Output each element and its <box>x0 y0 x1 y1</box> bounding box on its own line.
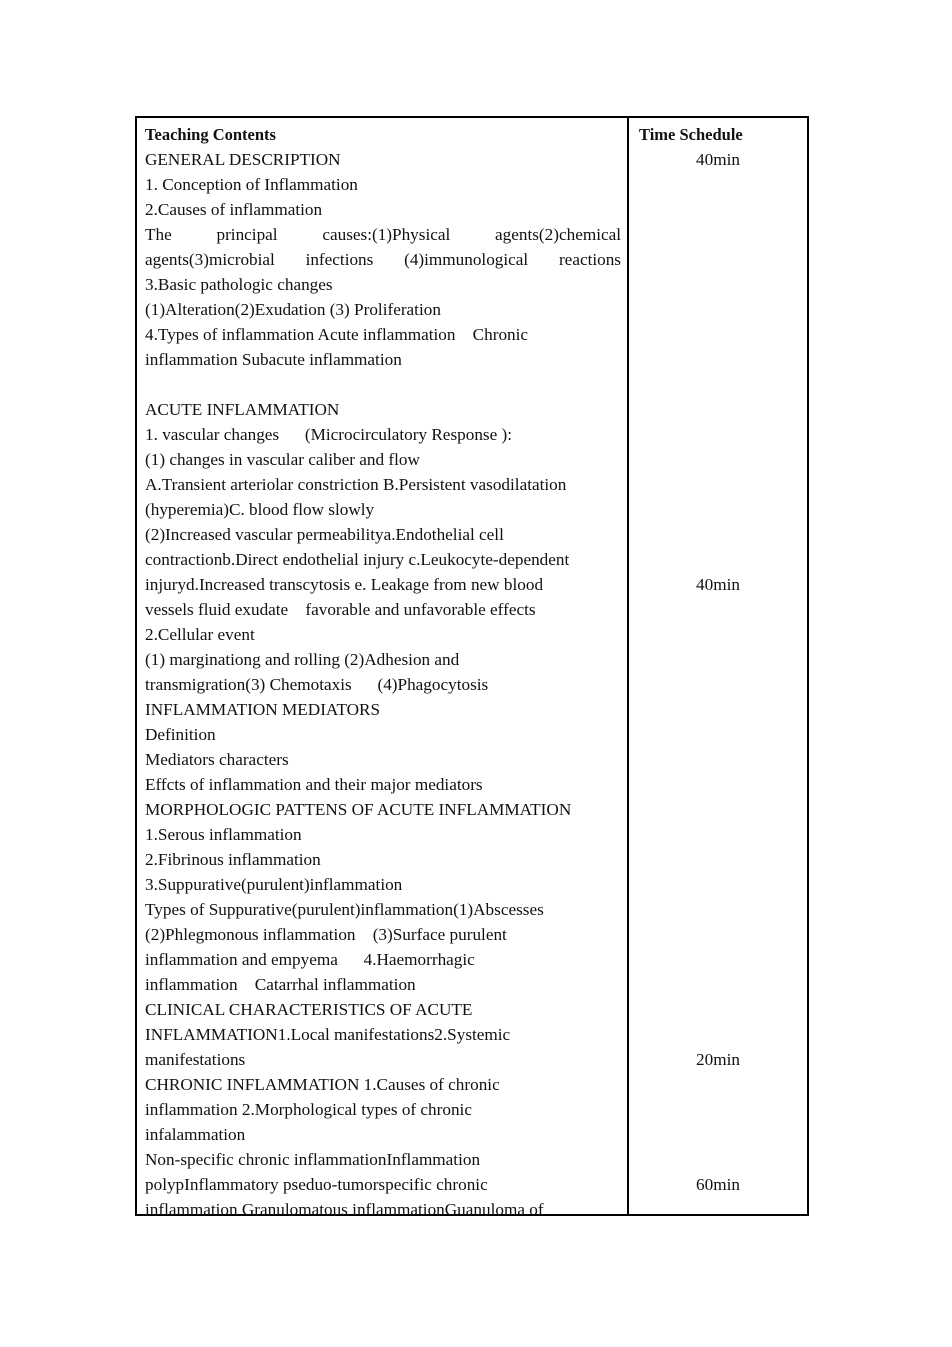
content-line: MORPHOLOGIC PATTENS OF ACUTE INFLAMMATION <box>145 800 572 819</box>
content-line: agents(3)microbial infections (4)immunological reactions <box>145 250 621 269</box>
content-line: inflammation Catarrhal inflammation <box>145 975 416 994</box>
content-line: (hyperemia)C. blood flow slowly <box>145 500 375 519</box>
content-line: A.Transient arteriolar constriction B.Persistent vasodilatation <box>145 475 567 494</box>
content-line: (1) marginationg and rolling (2)Adhesion and <box>145 650 460 669</box>
content-line: Mediators characters <box>145 750 289 769</box>
time-value: 60min <box>696 1175 740 1194</box>
content-line: 1.Serous inflammation <box>145 825 302 844</box>
time-value: 40min <box>696 575 740 594</box>
content-line: (2)Phlegmonous inflammation (3)Surface purulent <box>145 925 507 944</box>
content-line: 3.Basic pathologic changes <box>145 275 333 294</box>
content-line: ACUTE INFLAMMATION <box>145 400 340 419</box>
content-line: 2.Cellular event <box>145 625 255 644</box>
content-line: inflammation Granulomatous inflammationGuanuloma of <box>145 1200 544 1219</box>
teaching-contents-column <box>137 118 629 1219</box>
content-line: 3.Suppurative(purulent)inflammation <box>145 875 403 894</box>
content-line: Definition <box>145 725 216 744</box>
content-line: (1)Alteration(2)Exudation (3) Proliferation <box>145 300 441 319</box>
time-schedule-header: Time Schedule <box>639 125 743 144</box>
content-line: polypInflammatory pseduo-tumorspecific chronic <box>145 1175 488 1194</box>
content-line: (2)Increased vascular permeabilitya.Endothelial cell <box>145 525 504 544</box>
content-line: CLINICAL CHARACTERISTICS OF ACUTE <box>145 1000 473 1019</box>
content-line: CHRONIC INFLAMMATION 1.Causes of chronic <box>145 1075 500 1094</box>
content-line: inflammation and empyema 4.Haemorrhagic <box>145 950 475 969</box>
content-line: INFLAMMATION1.Local manifestations2.Systemic <box>145 1025 511 1044</box>
time-value: 20min <box>696 1050 740 1069</box>
teaching-contents-lines <box>145 147 621 1222</box>
content-line: 1. vascular changes (Microcirculatory Response ): <box>145 425 513 444</box>
content-line: inflammation Subacute inflammation <box>145 350 402 369</box>
content-line: 1. Conception of Inflammation <box>145 175 358 194</box>
teaching-contents-header: Teaching Contents <box>145 125 276 144</box>
teaching-schedule-table <box>135 116 809 1219</box>
content-line: vessels fluid exudate favorable and unfavorable effects <box>145 600 536 619</box>
content-line: (1) changes in vascular caliber and flow <box>145 450 420 469</box>
time-schedule-column <box>629 118 807 1214</box>
content-line: Types of Suppurative(purulent)inflammation(1)Abscesses <box>145 900 544 919</box>
time-value: 40min <box>696 150 740 169</box>
content-line: transmigration(3) Chemotaxis (4)Phagocytosis <box>145 675 489 694</box>
content-line: INFLAMMATION MEDIATORS <box>145 700 381 719</box>
content-line: GENERAL DESCRIPTION <box>145 150 341 169</box>
content-line: 4.Types of inflammation Acute inflammation Chronic <box>145 325 529 344</box>
content-line: infalammation <box>145 1125 246 1144</box>
content-line: inflammation 2.Morphological types of chronic <box>145 1100 472 1119</box>
content-line: 2.Fibrinous inflammation <box>145 850 321 869</box>
content-line: Non-specific chronic inflammationInflammation <box>145 1150 481 1169</box>
content-line: 2.Causes of inflammation <box>145 200 323 219</box>
content-line <box>145 372 621 397</box>
content-line: contractionb.Direct endothelial injury c.Leukocyte-dependent <box>145 550 570 569</box>
content-line: Effcts of inflammation and their major mediators <box>145 775 483 794</box>
content-line: injuryd.Increased transcytosis e. Leakage from new blood <box>145 575 544 594</box>
content-line: The principal causes:(1)Physical agents(2)chemical <box>145 225 621 244</box>
content-line: manifestations <box>145 1050 246 1069</box>
